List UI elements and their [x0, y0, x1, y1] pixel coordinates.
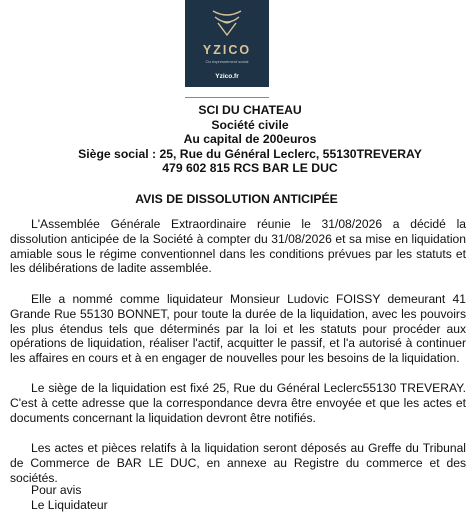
notice-paragraph: Les actes et pièces relatifs à la liquidation seront déposés au Greffe du Tribunal de Commerce de BAR LE DUC, en annexe au Registre du commerce et des sociétés. — [10, 441, 466, 485]
company-header — [40, 103, 460, 176]
company-capital: Au capital de 200euros — [183, 132, 317, 147]
header-divider — [185, 97, 269, 98]
notice-paragraph: Le siège de la liquidation est fixé 25, Rue du Général Leclerc55130 TREVERAY. C'est à cette adresse que la correspondance devra être envoyée et que les actes et documents concernant la liquidation devront être notifiés. — [10, 381, 466, 425]
signatory-text: Le Liquidateur — [31, 497, 108, 512]
brand-logo — [185, 0, 269, 87]
signature-block — [31, 483, 108, 513]
notice-paragraph: Elle a nommé comme liquidateur Monsieur Ludovic FOISSY demeurant 41 Grande Rue 55130 BONNET, pour toute la durée de la liquidation, avec les pouvoirs les plus étendus tels que déterminés par la loi et les statuts pour procéder aux opérations de liquidation, réaliser l'actif, acquitter le passif, et l'a autorisé à continuer les affaires en cours et à en engager de nouvelles pour les besoins de la liquidation. — [10, 292, 466, 366]
brand-url: Yzico.fr — [215, 73, 239, 80]
company-form: Société civile — [211, 117, 289, 132]
brand-name: YZICO — [202, 43, 252, 57]
notice-paragraph: L'Assemblée Générale Extraordinaire réunie le 31/08/2026 a décidé la dissolution anticipée de la Société à compter du 31/08/2026 et sa mise en liquidation amiable sous le régime conventionnel dans les conditions prévues par les statuts et les délibérations de ladite assemblée. — [10, 217, 466, 276]
company-name: SCI DU CHATEAU — [198, 103, 302, 117]
company-rcs: 479 602 815 RCS BAR LE DUC — [162, 161, 338, 176]
company-seat: Siège social : 25, Rue du Général Leclerc, 55130TREVERAY — [78, 146, 422, 161]
yzico-emblem-icon — [185, 5, 269, 41]
notice-title: AVIS DE DISSOLUTION ANTICIPÉE — [135, 192, 338, 206]
closing-text: Pour avis — [31, 483, 82, 497]
brand-tagline: Ou expressément social — [205, 59, 249, 64]
